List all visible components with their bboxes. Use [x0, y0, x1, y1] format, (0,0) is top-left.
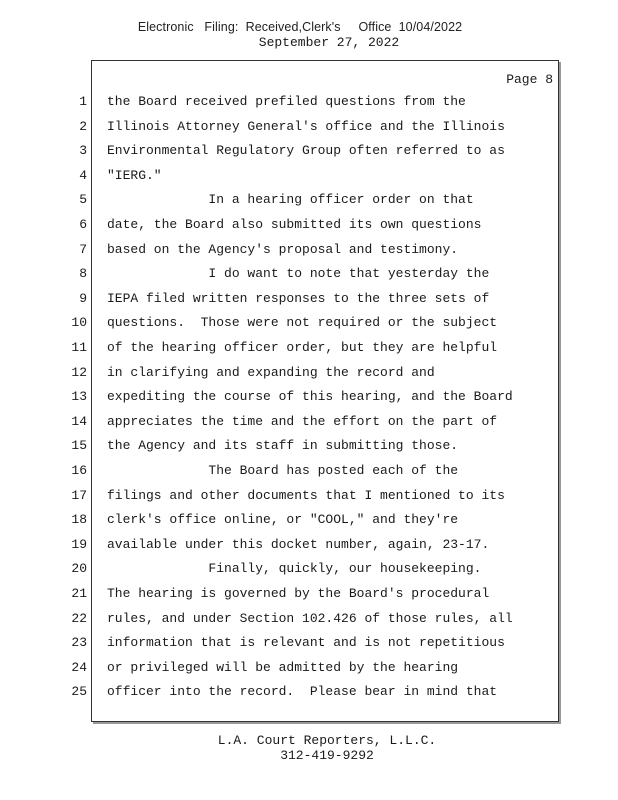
transcript-line	[0, 535, 560, 555]
line-number: 4	[79, 167, 87, 183]
line-text: available under this docket number, again, 23-17.	[107, 536, 490, 552]
transcript-line	[0, 289, 560, 309]
transcript-line	[0, 363, 560, 383]
line-text: the Agency and its staff in submitting those.	[107, 438, 459, 454]
line-text: clerk's office online, or "COOL," and they're	[107, 512, 459, 528]
line-text: information that is relevant and is not repetitious	[107, 635, 505, 651]
line-number: 23	[71, 635, 87, 651]
transcript-line	[0, 510, 560, 530]
transcript-line	[0, 190, 560, 210]
electronic-filing-stamp: Electronic Filing: Received,Clerk's Office 10/04/2022	[137, 20, 463, 34]
line-number: 17	[71, 487, 87, 503]
transcript-line	[0, 461, 560, 481]
line-text: "IERG."	[107, 167, 162, 183]
line-text: of the hearing officer order, but they are helpful	[107, 340, 498, 355]
court-reporter-name: L.A. Court Reporters, L.L.C.	[217, 733, 437, 748]
line-number: 24	[71, 659, 87, 675]
transcript-line	[0, 486, 560, 506]
transcript-line	[0, 264, 560, 284]
transcript-line	[0, 682, 560, 702]
line-text: Environmental Regulatory Group often referred to as	[107, 143, 505, 159]
line-text: The hearing is governed by the Board's procedural	[107, 586, 490, 601]
transcript-line	[0, 141, 560, 161]
line-number: 20	[71, 561, 87, 577]
line-number: 16	[71, 463, 87, 478]
transcript-line	[0, 313, 560, 333]
line-number: 18	[71, 512, 87, 528]
line-number: 6	[79, 217, 87, 232]
line-number: 10	[71, 315, 87, 331]
transcript-line	[0, 412, 560, 432]
line-text: questions. Those were not required or the subject	[107, 315, 498, 331]
line-text: Illinois Attorney General's office and the Illinois	[107, 118, 505, 134]
transcript-line	[0, 117, 560, 137]
transcript-line	[0, 559, 560, 579]
line-text: Finally, quickly, our housekeeping.	[107, 561, 482, 577]
line-text: expediting the course of this hearing, and the Board	[107, 389, 513, 405]
line-number: 5	[79, 192, 87, 208]
line-number: 3	[79, 143, 87, 159]
line-text: based on the Agency's proposal and testimony.	[107, 241, 459, 257]
line-number: 13	[71, 389, 87, 405]
transcript-line	[0, 240, 560, 260]
line-text: I do want to note that yesterday the	[107, 266, 490, 282]
transcript-line	[0, 584, 560, 604]
line-number: 11	[71, 340, 87, 355]
line-text: In a hearing officer order on that	[107, 192, 474, 208]
line-number: 2	[79, 118, 87, 134]
line-text: or privileged will be admitted by the hearing	[107, 659, 459, 675]
line-text: the Board received prefiled questions from the	[107, 94, 466, 109]
line-text: filings and other documents that I mentioned to its	[107, 487, 505, 503]
line-text: The Board has posted each of the	[107, 463, 459, 478]
court-reporter-phone: 312-419-9292	[280, 748, 374, 763]
line-number: 7	[79, 241, 87, 257]
line-number: 21	[71, 586, 87, 601]
line-text: officer into the record. Please bear in mind that	[107, 684, 498, 700]
line-number: 15	[71, 438, 87, 454]
transcript-line	[0, 658, 560, 678]
line-number: 22	[71, 610, 87, 626]
page-number-label: Page 8	[506, 72, 553, 87]
line-number: 8	[79, 266, 87, 282]
line-text: IEPA filed written responses to the three sets of	[107, 290, 490, 306]
line-number: 14	[71, 413, 87, 429]
line-number: 12	[71, 364, 87, 380]
line-text: in clarifying and expanding the record and	[107, 364, 435, 380]
transcript-line	[0, 166, 560, 186]
transcript-line	[0, 436, 560, 456]
line-number: 19	[71, 536, 87, 552]
line-number: 1	[79, 94, 87, 109]
transcript-line	[0, 633, 560, 653]
footer	[0, 733, 618, 763]
line-number: 9	[79, 290, 87, 306]
line-text: appreciates the time and the effort on the part of	[107, 413, 498, 429]
transcript-line	[0, 387, 560, 407]
transcript-line	[0, 609, 560, 629]
transcript-line	[0, 92, 560, 112]
transcript-date: September 27, 2022	[258, 35, 400, 50]
line-text: date, the Board also submitted its own questions	[107, 217, 482, 232]
line-number: 25	[71, 684, 87, 700]
transcript-line	[0, 338, 560, 358]
line-text: rules, and under Section 102.426 of those rules, all	[107, 610, 513, 626]
transcript-line	[0, 215, 560, 235]
